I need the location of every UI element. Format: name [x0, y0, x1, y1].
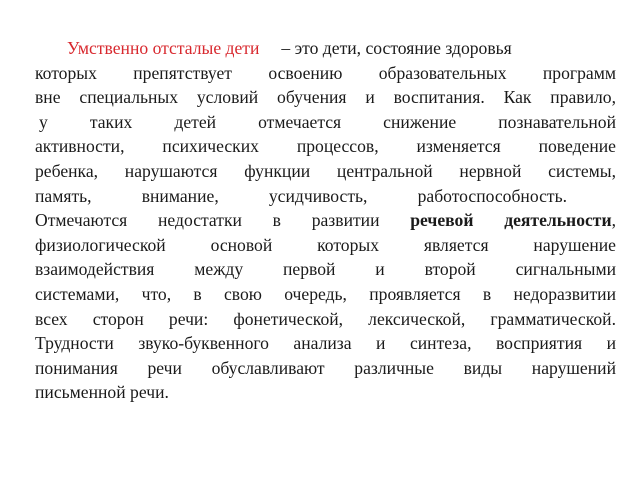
text-line-1 — [35, 36, 616, 61]
text-line-3: вне специальных условий обучения и воспитания. Как правило, — [35, 87, 616, 108]
text-line-8-pre: Отмечаются недостатки в развитии — [35, 210, 380, 231]
text-line-2: которых препятствует освоению образовательных программ — [35, 62, 616, 83]
text-line-1-rest: – это дети, состояние здоровья — [281, 38, 512, 58]
text-line-4: у таких детей отмечается снижение познавательной — [39, 111, 616, 132]
text-line-11: системами, что, в свою очередь, проявляется в недоразвитии — [35, 283, 616, 304]
text-line-9: физиологической основой которых является нарушение — [35, 234, 616, 255]
text-line-5: активности, психических процессов, изменяется поведение — [35, 136, 616, 157]
text-line-14: понимания речи обуславливают различные виды нарушений — [35, 357, 616, 378]
slide-text-body — [35, 36, 616, 405]
text-line-7: память, внимание, усидчивость, работоспособность. — [35, 185, 567, 206]
text-line-15: письменной речи. — [35, 382, 169, 403]
text-line-10: взаимодействия между первой и второй сигнальными — [35, 259, 616, 280]
text-line-8-post: , — [611, 210, 616, 231]
text-line-12: всех сторон речи: фонетической, лексической, грамматической. — [35, 308, 616, 329]
speech-activity-bold: речевой деятельности — [410, 210, 612, 231]
text-line-6: ребенка, нарушаются функции центральной нервной системы, — [35, 160, 616, 181]
term-highlight: Умственно отсталые дети — [67, 38, 260, 58]
text-line-8 — [35, 208, 616, 233]
text-line-13: Трудности звуко-буквенного анализа и синтеза, восприятия и — [35, 333, 616, 354]
